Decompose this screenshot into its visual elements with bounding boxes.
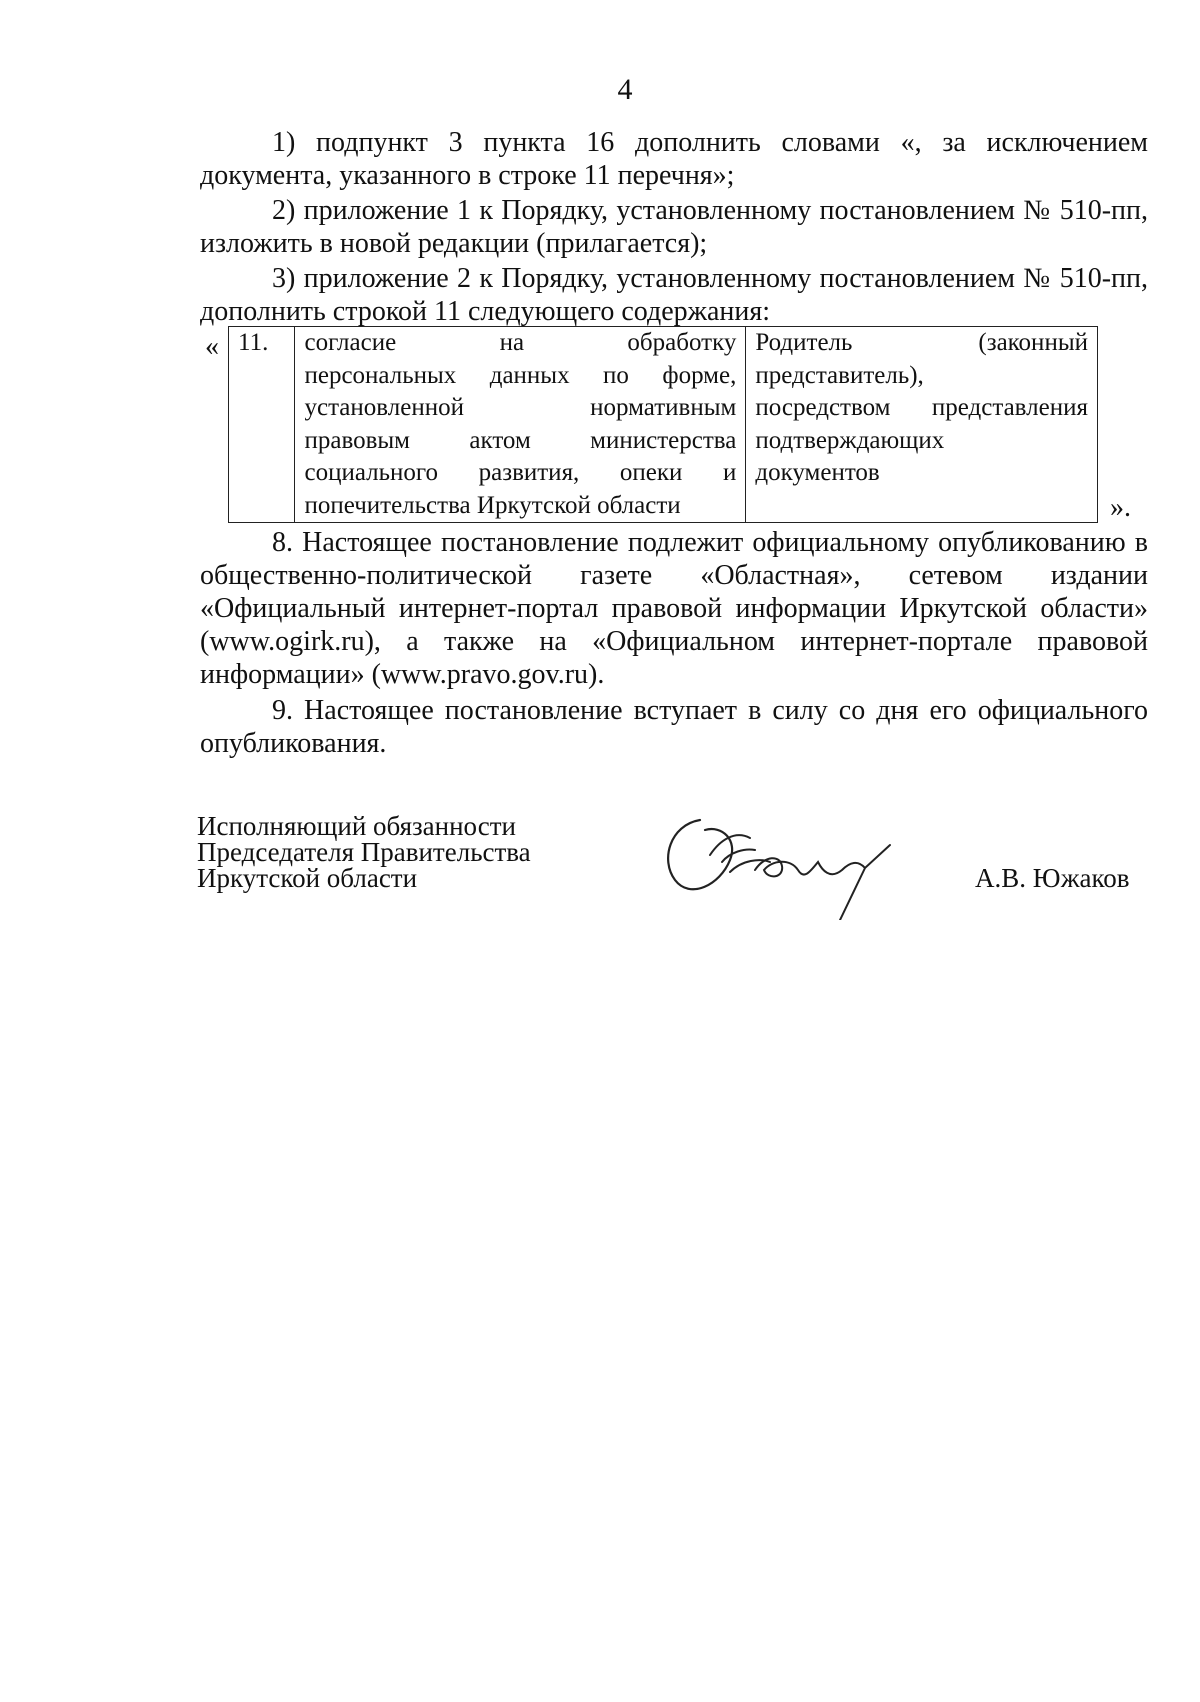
row-number-cell: 11. bbox=[229, 327, 295, 523]
document-line: попечительства Иркутской области bbox=[304, 491, 681, 519]
document-line: социального развития, опеки и bbox=[304, 459, 737, 486]
paragraph-subitem-3 bbox=[200, 262, 1148, 328]
submitter-cell bbox=[746, 327, 1098, 523]
inserted-table bbox=[228, 326, 1098, 523]
paragraph-9-text: 9. Настоящее постановление вступает в силу со дня его официального опубликования. bbox=[200, 695, 1148, 759]
submitter-line: Родитель (законный bbox=[755, 329, 1088, 356]
table-close-quote: ». bbox=[1110, 492, 1131, 523]
paragraph-8-text: 8. Настоящее постановление подлежит официальному опубликованию в общественно-политической газете «Областная», сетевом издании «Официальный интернет-портал правовой информации Иркутской области» (www.ogirk.ru), а также на «Официальном интернет-портале правовой информации» (www.pravo.gov.ru). bbox=[200, 527, 1148, 690]
signatory-position bbox=[197, 813, 531, 891]
document-line: персональных данных по форме, bbox=[304, 361, 737, 389]
paragraph-subitem-1-text: 1) подпункт 3 пункта 16 дополнить словами «, за исключением документа, указанного в строке 11 перечня»; bbox=[200, 127, 1148, 191]
paragraph-subitem-3-text: 3) приложение 2 к Порядку, установленному постановлением № 510-пп, дополнить строкой 11 следующего содержания: bbox=[200, 263, 1148, 327]
submitter-line: документов bbox=[755, 459, 880, 486]
document-line: установленной нормативным bbox=[304, 394, 737, 421]
paragraph-8 bbox=[200, 526, 1148, 691]
paragraph-subitem-2 bbox=[200, 194, 1148, 260]
page-number: 4 bbox=[617, 73, 633, 106]
paragraph-subitem-2-text: 2) приложение 1 к Порядку, установленному постановлением № 510-пп, изложить в новой редакции (прилагается); bbox=[200, 195, 1148, 259]
paragraph-9 bbox=[200, 694, 1148, 760]
document-line: правовым актом министерства bbox=[304, 426, 737, 454]
submitter-line: подтверждающих bbox=[755, 426, 945, 454]
document-line: согласие на обработку bbox=[304, 329, 737, 356]
paragraph-subitem-1 bbox=[200, 126, 1148, 192]
submitter-line: посредством представления bbox=[755, 394, 1088, 421]
handwritten-signature bbox=[660, 800, 920, 920]
signatory-name: А.В. Южаков bbox=[975, 863, 1130, 893]
signatory-position-line: Иркутской области bbox=[197, 863, 418, 893]
signatory-position-line: Председателя Правительства bbox=[197, 837, 531, 867]
submitter-line: представитель), bbox=[755, 361, 924, 389]
signatory-position-line: Исполняющий обязанности bbox=[197, 811, 516, 841]
document-cell bbox=[295, 327, 746, 523]
table-open-quote: « bbox=[205, 331, 219, 362]
table-row bbox=[229, 327, 1098, 523]
